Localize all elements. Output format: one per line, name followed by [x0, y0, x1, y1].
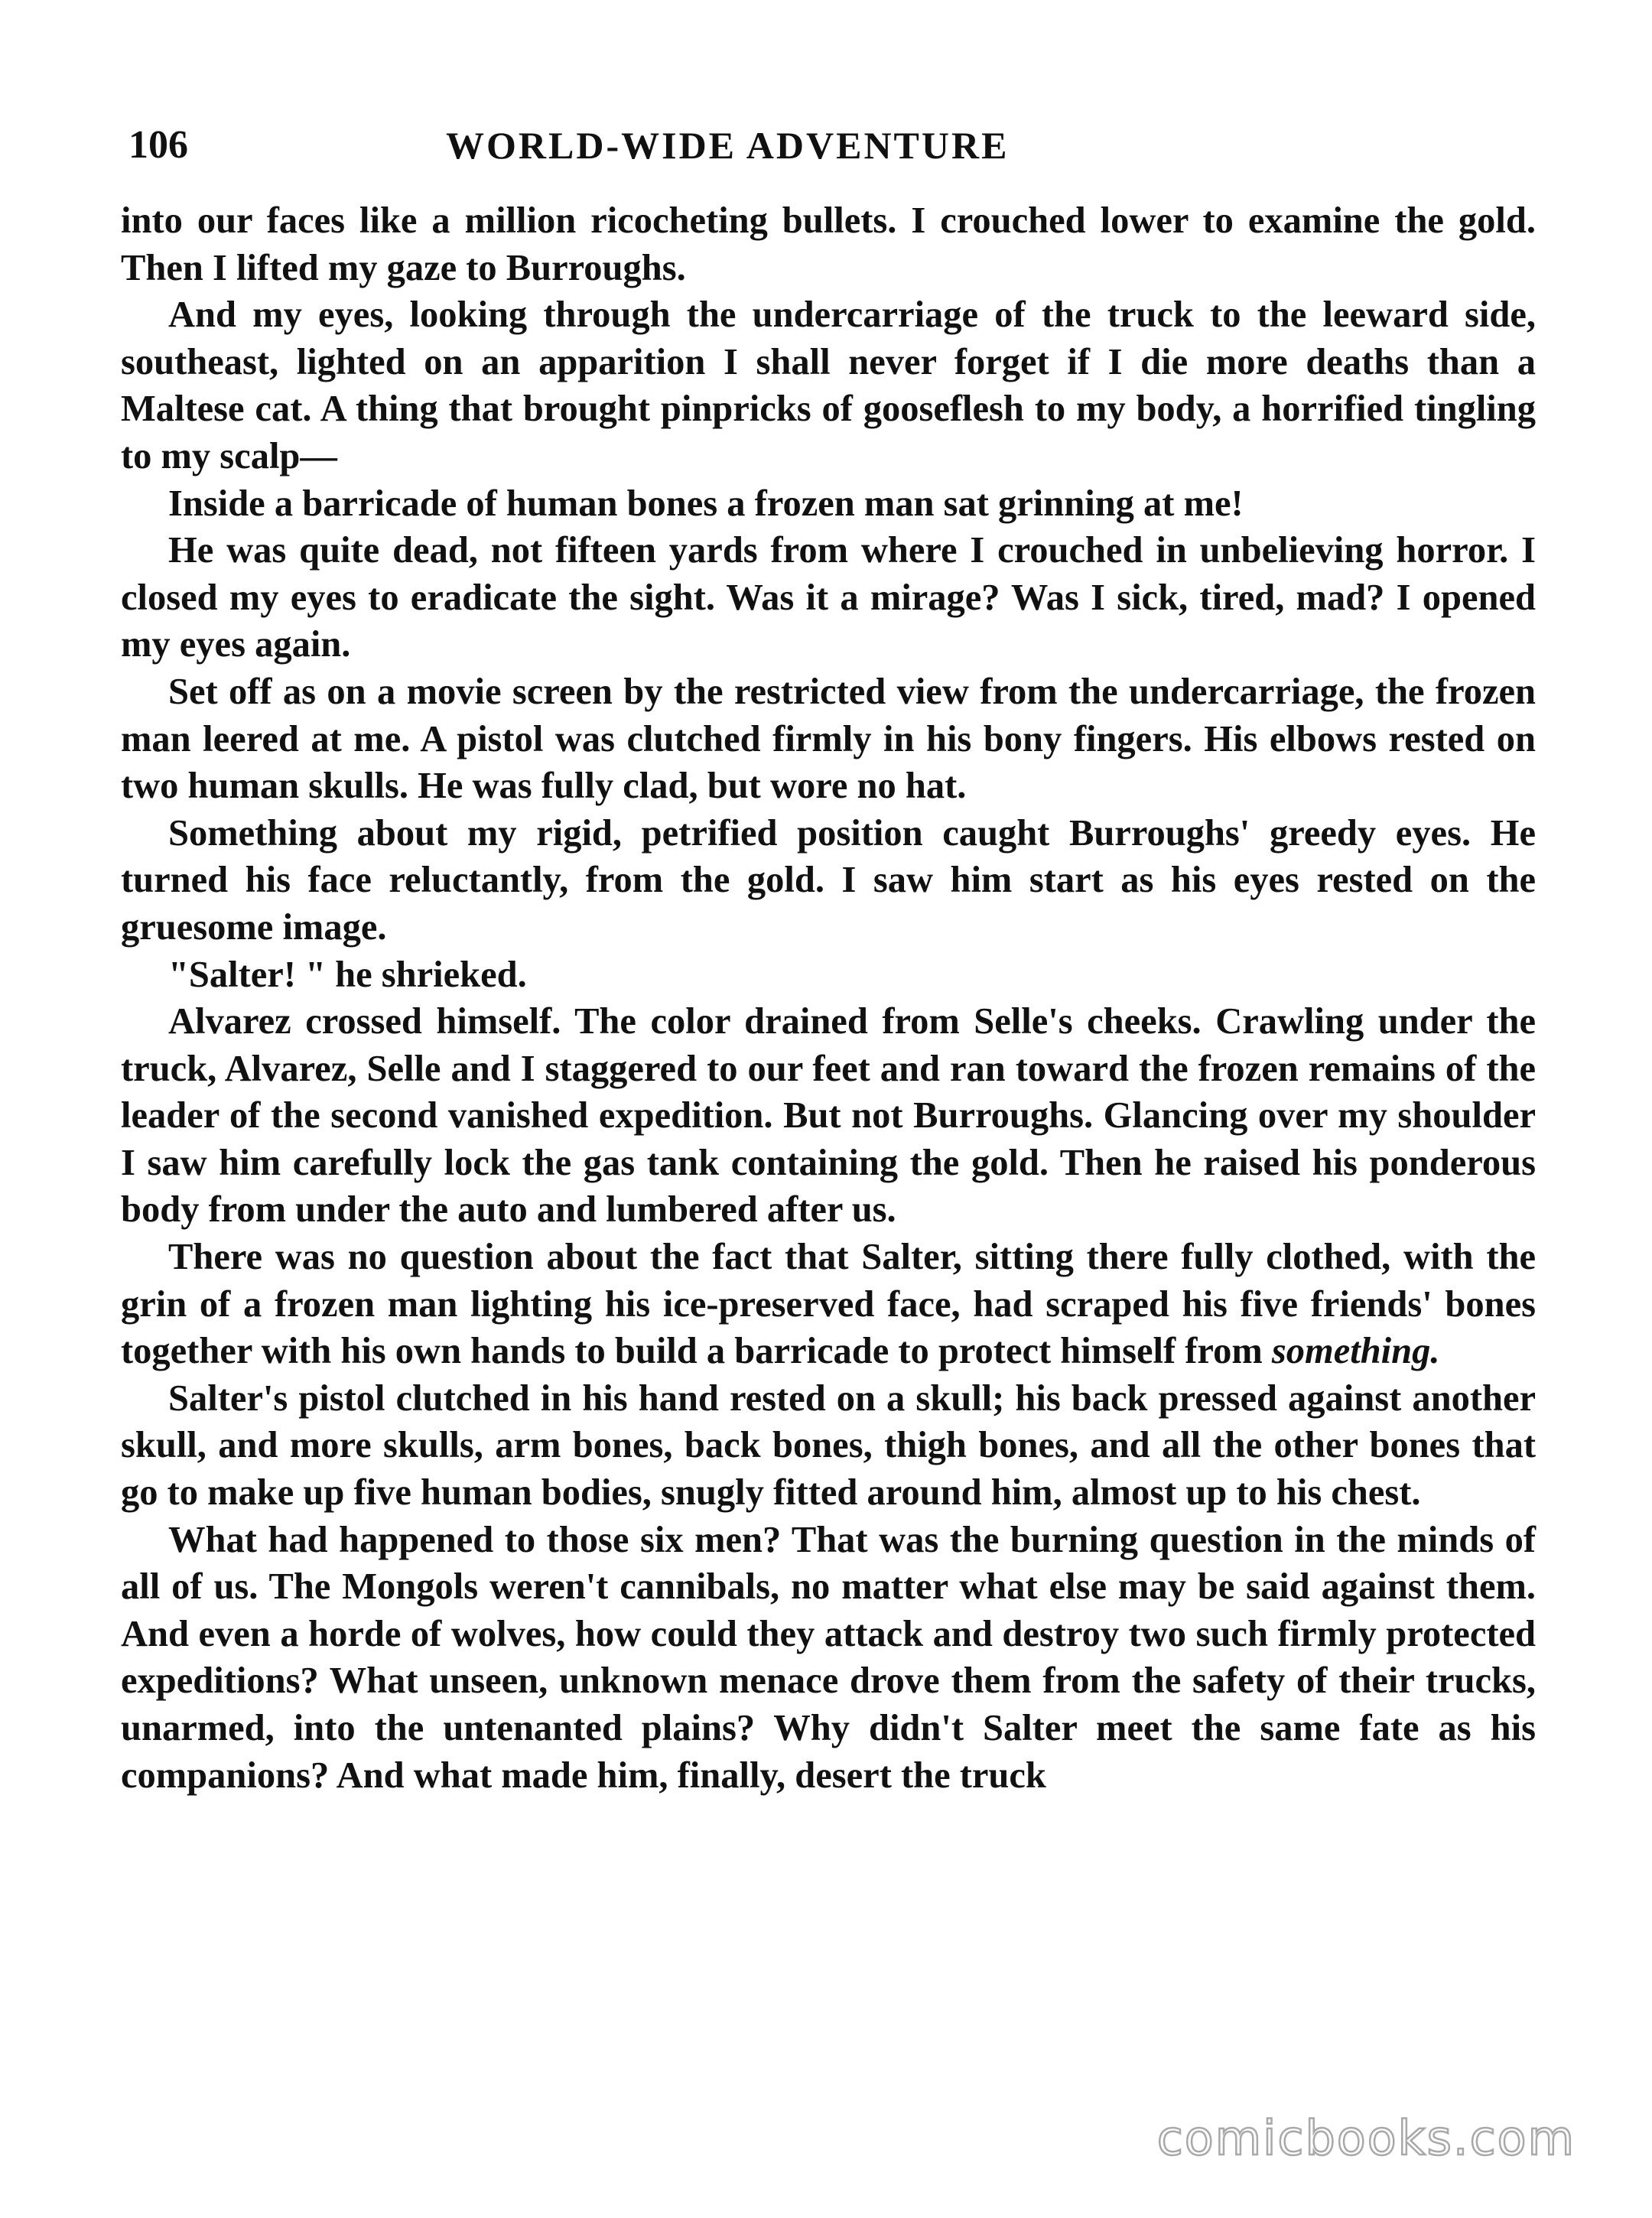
- paragraph-1: into our faces like a million ricocheting bullets. I crouched lower to examine the gold. Then I lifted my gaze to Burroughs.: [121, 200, 1536, 288]
- paragraph-10: Salter's pistol clutched in his hand rested on a skull; his back pressed against another skull, and more skulls, arm bones, back bones, thigh bones, and all the other bones that go to make up five human bodies, snugly fitted around him, almost up to his chest.: [121, 1377, 1536, 1514]
- running-head: [121, 122, 1536, 176]
- page-number: 106: [128, 123, 188, 167]
- paragraph-2: And my eyes, looking through the undercarriage of the truck to the leeward side, southeast, lighted on an apparition I shall never forget if I die more deaths than a Maltese cat. A thing that brought pinpricks of gooseflesh to my body, a horrified tingling to my scalp—: [121, 294, 1536, 476]
- paragraph-11: What had happened to those six men? That was the burning question in the minds of all of us. The Mongols weren't cannibals, no matter what else may be said against them. And even a horde of wolves, how could they attack and destroy two such firmly protected expeditions? What unseen, unknown menace drove them from the safety of their trucks, unarmed, into the untenanted plains? Why didn't Salter meet the same fate as his companions? And what made him, finally, desert the truck: [121, 1519, 1536, 1796]
- watermark-logo: comicbooks.com: [1156, 2110, 1576, 2166]
- paragraph-9: [121, 1234, 1536, 1375]
- paragraph-3: Inside a barricade of human bones a frozen man sat grinning at me!: [168, 483, 1244, 524]
- paragraph-4: He was quite dead, not fifteen yards from where I crouched in unbelieving horror. I closed my eyes to eradicate the sight. Was it a mirage? Was I sick, tired, mad? I opened my eyes again.: [121, 530, 1536, 665]
- book-page: [121, 122, 1536, 1799]
- paragraph-6: Something about my rigid, petrified position caught Burroughs' greedy eyes. He turned his face reluctantly, from the gold. I saw him start as his eyes rested on the gruesome image.: [121, 812, 1536, 948]
- paragraph-9-emphasis: something.: [1271, 1331, 1440, 1372]
- paragraph-9-text: There was no question about the fact that Salter, sitting there fully clothed, with the grin of a frozen man lighting his ice-preserved face, had scraped his five friends' bones together with his own hands to build a barricade to protect himself from: [121, 1237, 1536, 1372]
- body-text: [121, 197, 1536, 1799]
- paragraph-5: Set off as on a movie screen by the restricted view from the undercarriage, the frozen man leered at me. A pistol was clutched firmly in his bony fingers. His elbows rested on two human skulls. He was fully clad, but wore no hat.: [121, 671, 1536, 807]
- running-title: WORLD-WIDE ADVENTURE: [446, 124, 1010, 167]
- paragraph-7: "Salter! " he shrieked.: [168, 954, 527, 995]
- paragraph-8: Alvarez crossed himself. The color drained from Selle's cheeks. Crawling under the truck, Alvarez, Selle and I staggered to our feet and ran toward the frozen remains of the leader of the second vanished expedition. But not Burroughs. Glancing over my shoulder I saw him carefully lock the gas tank containing the gold. Then he raised his ponderous body from under the auto and lumbered after us.: [121, 1001, 1536, 1231]
